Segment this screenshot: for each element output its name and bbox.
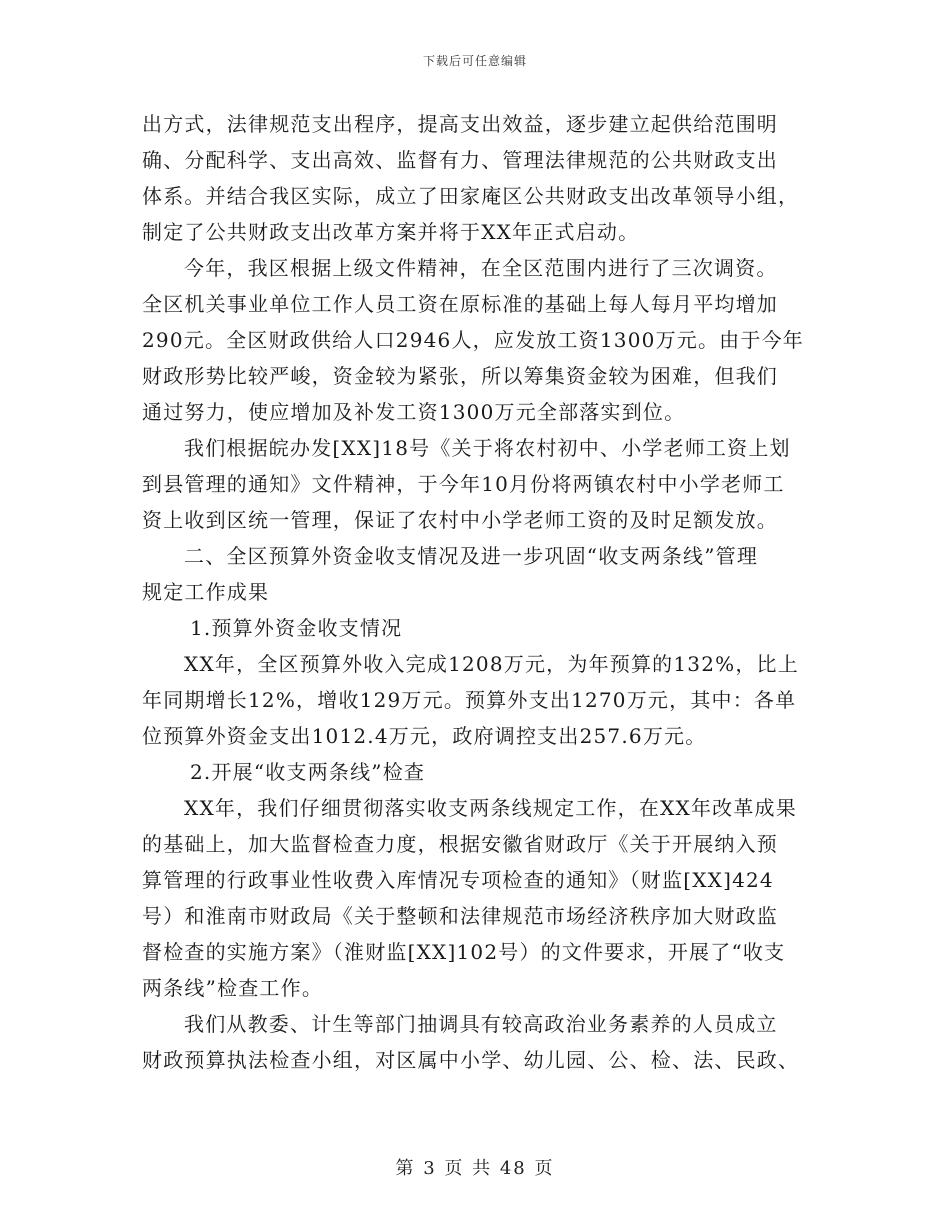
text-line: 确、分配科学、支出高效、监督有力、管理法律规范的公共财政支出 xyxy=(142,148,778,172)
section-heading-cont: 规定工作成果 xyxy=(142,580,270,604)
paragraph-start: 今年，我区根据上级文件精神，在全区范围内进行了三次调资。 xyxy=(184,256,778,280)
paragraph-start: 我们根据皖办发[XX]18号《关于将农村初中、小学老师工资上划 xyxy=(184,436,791,460)
paragraph-start: XX年，我们仔细贯彻落实收支两条线规定工作，在XX年改革成果 xyxy=(184,796,797,820)
text-line: 资上收到区统一管理，保证了农村中小学老师工资的及时足额发放。 xyxy=(142,508,778,532)
document-body xyxy=(142,106,806,1078)
paragraph-start: 我们从教委、计生等部门抽调具有较高政治业务素养的人员成立 xyxy=(184,1012,778,1036)
subsection-heading: 1.预算外资金收支情况 xyxy=(190,616,403,640)
text-line: 制定了公共财政支出改革方案并将于XX年正式启动。 xyxy=(142,220,640,244)
text-line: 的基础上，加大监督检查力度，根据安徽省财政厅《关于开展纳入预 xyxy=(142,832,778,856)
text-line: 算管理的行政事业性收费入库情况专项检查的通知》（财监[XX]424 xyxy=(142,868,774,892)
text-line: 体系。并结合我区实际，成立了田家庵区公共财政支出改革领导小组， xyxy=(142,184,800,208)
text-line: 全区机关事业单位工作人员工资在原标准的基础上每人每月平均增加 xyxy=(142,292,778,316)
text-line: 位预算外资金支出1012.4万元，政府调控支出257.6万元。 xyxy=(142,724,707,748)
text-line: 财政形势比较严峻，资金较为紧张，所以筹集资金较为困难，但我们 xyxy=(142,364,778,388)
page-header: 下载后可任意编辑 xyxy=(422,54,527,68)
page-number: 第 3 页 共 48 页 xyxy=(395,1158,555,1179)
text-line: 财政预算执法检查小组，对区属中小学、幼儿园、公、检、法、民政、 xyxy=(142,1048,800,1072)
text-line: 出方式，法律规范支出程序，提高支出效益，逐步建立起供给范围明 xyxy=(142,112,778,136)
text-line: 两条线”检查工作。 xyxy=(142,976,324,1000)
text-line: 290元。全区财政供给人口2946人，应发放工资1300万元。由于今年 xyxy=(142,328,804,352)
text-line: 号）和淮南市财政局《关于整顿和法律规范市场经济秩序加大财政监 xyxy=(142,904,778,928)
section-heading: 二、全区预算外资金收支情况及进一步巩固“收支两条线”管理 xyxy=(184,544,759,568)
subsection-heading: 2.开展“收支两条线”检查 xyxy=(190,760,426,784)
text-line: 通过努力，使应增加及补发工资1300万元全部落实到位。 xyxy=(142,400,686,424)
text-line: 到县管理的通知》文件精神，于今年10月份将两镇农村中小学老师工 xyxy=(142,472,785,496)
text-line: 督检查的实施方案》（淮财监[XX]102号）的文件要求，开展了“收支 xyxy=(142,940,786,964)
text-line: 年同期增长12%，增收129万元。预算外支出1270万元，其中：各单 xyxy=(142,688,797,712)
paragraph-start: XX年，全区预算外收入完成1208万元，为年预算的132%，比上 xyxy=(184,652,799,676)
